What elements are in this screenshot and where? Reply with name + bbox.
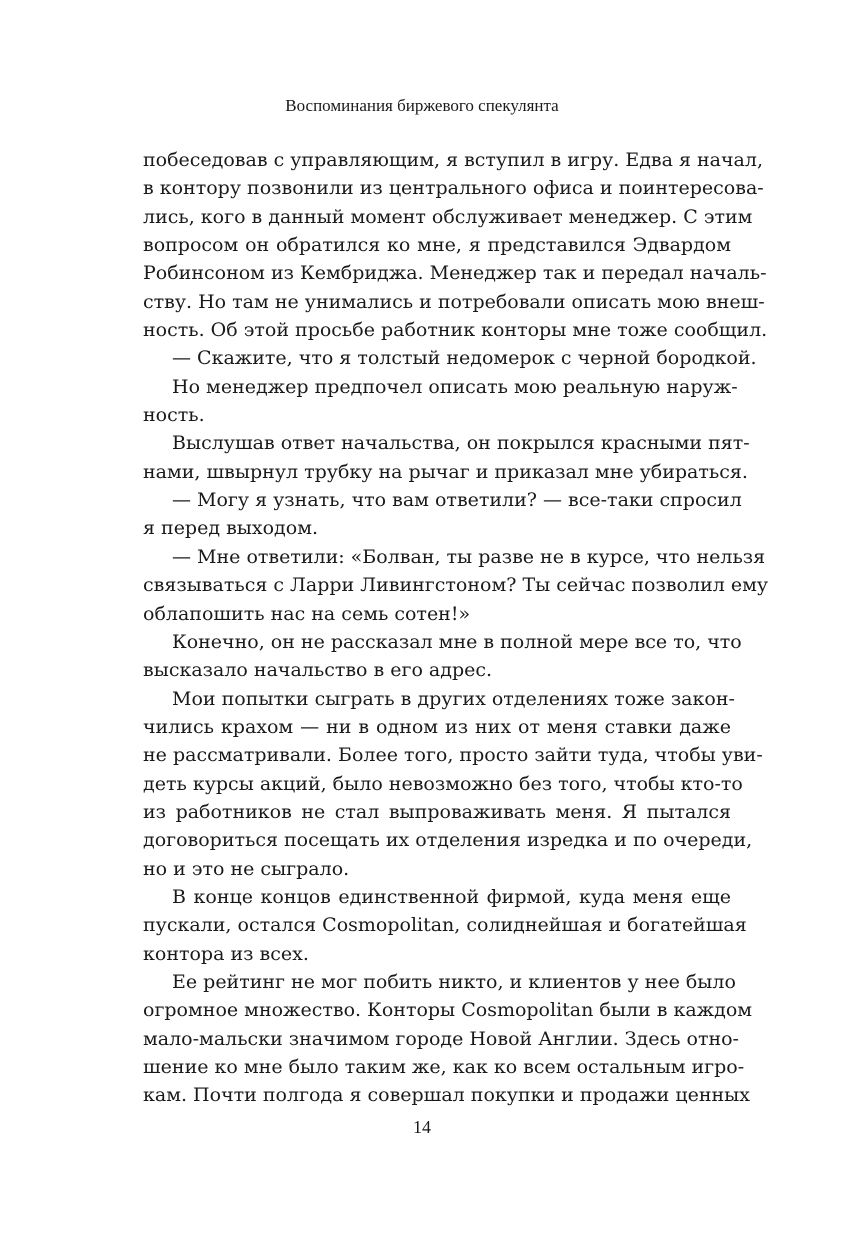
text-line: в контору позвонили из центрального офиса и поинтересова-	[143, 177, 764, 200]
text-line: я перед выходом.	[143, 517, 319, 540]
text-line: кам. Почти полгода я совершал покупки и продажи ценных	[143, 1084, 750, 1107]
text-line: В конце концов единственной фирмой, куда меня еще	[172, 885, 731, 908]
page-body-text	[143, 146, 769, 1110]
text-line: но и это не сыграло.	[143, 857, 350, 880]
text-line: — Могу я узнать, что вам ответили? — все-таки спросил	[172, 489, 742, 512]
running-head: Воспоминания биржевого спекулянта	[285, 96, 559, 115]
text-line: — Мне ответили: «Болван, ты разве не в курсе, что нельзя	[172, 545, 766, 568]
text-line: ству. Но там не унимались и потребовали описать мою внеш-	[143, 290, 765, 313]
text-line: чились крахом — ни в одном из них от меня ставки даже	[143, 715, 731, 738]
text-line: из работников не стал выпроваживать меня. Я пытался	[143, 800, 731, 823]
text-line: вопросом он обратился ко мне, я представился Эдвардом	[143, 234, 731, 257]
text-line: связываться с Ларри Ливингстоном? Ты сейчас позволил ему	[143, 574, 769, 597]
text-line: ность. Об этой просьбе работник конторы мне тоже сообщил.	[143, 319, 768, 342]
text-line: побеседовав с управляющим, я вступил в игру. Едва я начал,	[143, 149, 763, 171]
text-line: Конечно, он не рассказал мне в полной мере все то, что	[172, 630, 742, 653]
text-line: — Скажите, что я толстый недомерок с черной бородкой.	[172, 347, 757, 370]
text-line: облапошить нас на семь сотен!»	[143, 602, 471, 625]
text-line: Выслушав ответ начальства, он покрылся красными пят-	[172, 432, 750, 455]
text-line: Ее рейтинг не мог побить никто, и клиентов у нее было	[172, 970, 736, 993]
text-line: договориться посещать их отделения изредка и по очереди,	[143, 829, 753, 852]
text-line: мало-мальски значимом городе Новой Англии. Здесь отно-	[143, 1027, 739, 1050]
text-line: не рассматривали. Более того, просто зайти туда, чтобы уви-	[143, 744, 763, 767]
page-number: 14	[413, 1117, 431, 1137]
text-line: Но менеджер предпочел описать мою реальную наруж-	[172, 375, 738, 398]
text-line: Робинсоном из Кембриджа. Менеджер так и передал началь-	[143, 262, 767, 285]
text-line: Мои попытки сыграть в других отделениях тоже закон-	[172, 687, 735, 710]
text-line: пускали, остался Cosmopolitan, солиднейшая и богатейшая	[143, 914, 747, 937]
text-line: огромное множество. Конторы Cosmopolitan были в каждом	[143, 999, 753, 1022]
text-line: шение ко мне было таким же, как ко всем остальным игро-	[143, 1056, 745, 1078]
text-line: нами, швырнул трубку на рычаг и приказал мне убираться.	[143, 460, 748, 483]
text-line: ность.	[143, 404, 205, 427]
text-line: деть курсы акций, было невозможно без того, чтобы кто-то	[143, 772, 743, 795]
text-line: контора из всех.	[143, 942, 309, 965]
text-line: высказало начальство в его адрес.	[143, 659, 493, 682]
text-line: лись, кого в данный момент обслуживает менеджер. С этим	[143, 205, 753, 228]
